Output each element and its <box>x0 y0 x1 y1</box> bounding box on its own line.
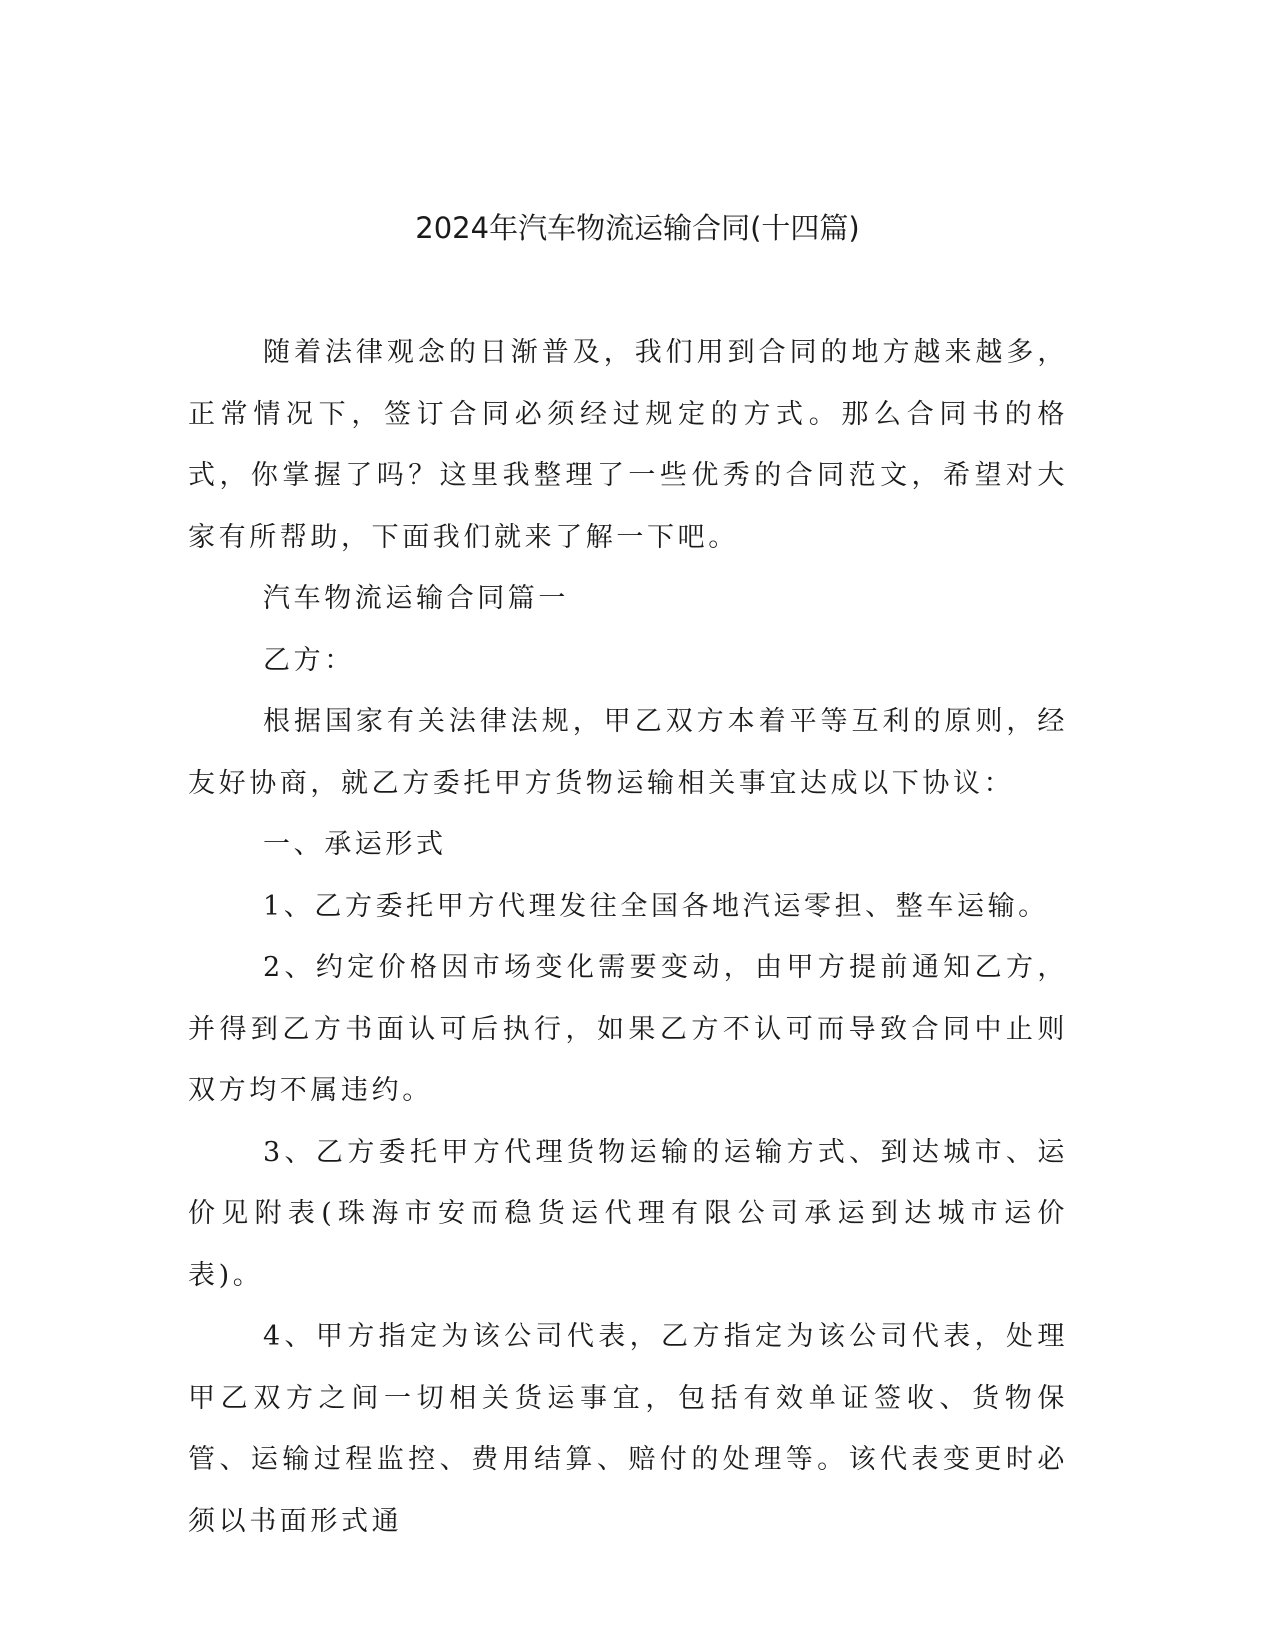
section-heading-contract-one: 汽车物流运输合同篇一 <box>263 583 569 614</box>
party-b-label: 乙方： <box>263 644 355 676</box>
clause-item-1: 1、乙方委托甲方代理发往全国各地汽运零担、整车运输。 <box>263 890 1049 922</box>
clause-item-2: 2、约定价格因市场变化需要变动，由甲方提前通知乙方，并得到乙方书面认可后执行，如果乙方不认可而导致合同中止则双方均不属违约。 <box>188 952 1068 1106</box>
clause-item-4: 4、甲方指定为该公司代表，乙方指定为该公司代表，处理甲乙双方之间一切相关货运事宜，包括有效单证签收、货物保管、运输过程监控、费用结算、赔付的处理等。该代表变更时必须以书面形式通 <box>188 1321 1068 1537</box>
intro-paragraph: 随着法律观念的日渐普及，我们用到合同的地方越来越多，正常情况下，签订合同必须经过规定的方式。那么合同书的格式，你掌握了吗？这里我整理了一些优秀的合同范文，希望对大家有所帮助，下面我们就来了解一下吧。 <box>188 337 1068 553</box>
clause-item-3: 3、乙方委托甲方代理货物运输的运输方式、到达城市、运价见附表(珠海市安而稳货运代理有限公司承运到达城市运价表)。 <box>188 1136 1068 1291</box>
clause-heading-carriage-form: 一、承运形式 <box>263 829 447 860</box>
agreement-preamble: 根据国家有关法律法规，甲乙双方本着平等互利的原则，经友好协商，就乙方委托甲方货物运输相关事宜达成以下协议： <box>188 706 1068 799</box>
document-title: 2024年汽车物流运输合同(十四篇) <box>415 211 860 245</box>
document-body <box>188 322 1068 1552</box>
